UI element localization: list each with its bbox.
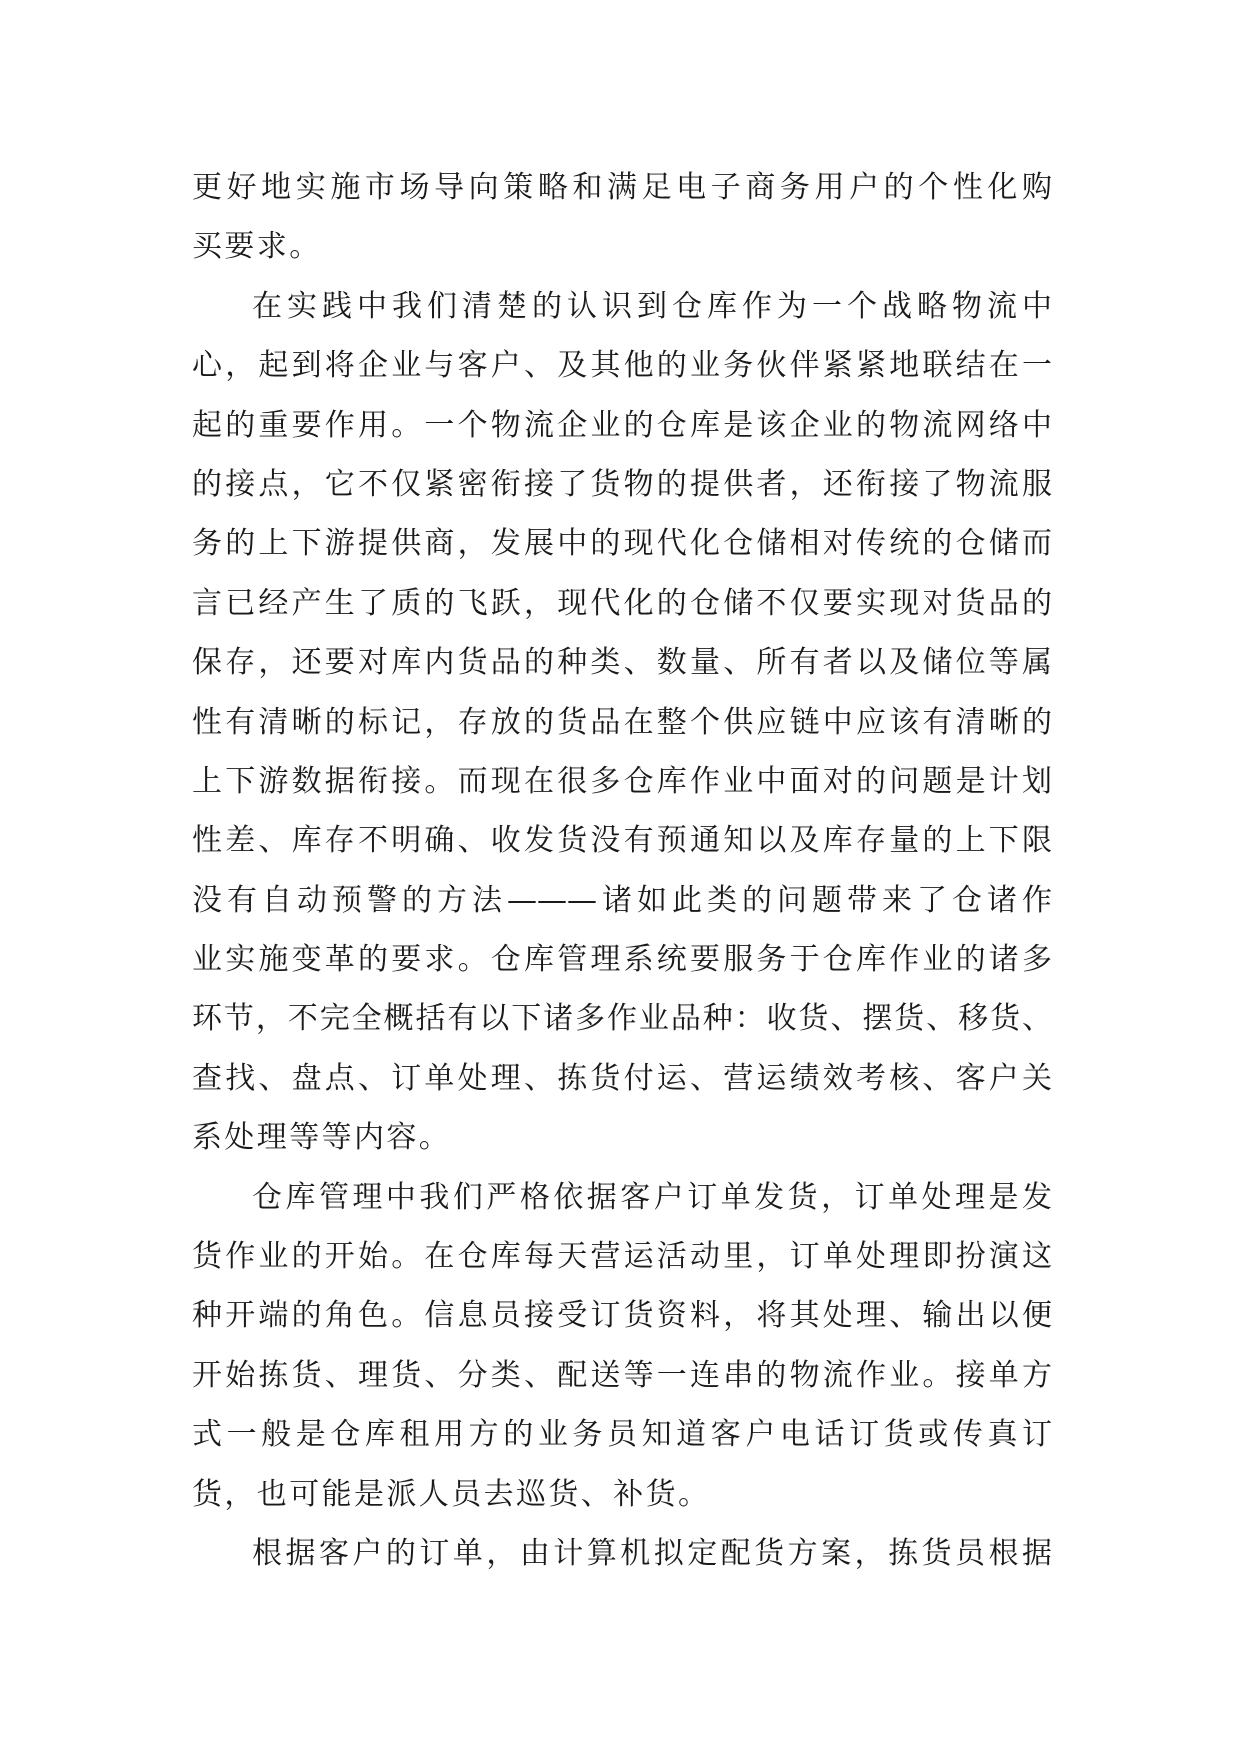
text-line: 式一般是仓库租用方的业务员知道客户电话订货或传真订: [192, 1417, 1052, 1453]
text-line: 环节，不完全概括有以下诸多作业品种：收货、摆货、移货、: [192, 1001, 1052, 1037]
text-line: 仓库管理中我们严格依据客户订单发货，订单处理是发: [252, 1179, 1052, 1215]
document-body: [192, 158, 1052, 1583]
text-line: 买要求。: [192, 229, 322, 265]
text-line: 系处理等等内容。: [192, 1120, 452, 1156]
text-line: 上下游数据衔接。而现在很多仓库作业中面对的问题是计划: [192, 763, 1052, 799]
text-line: 业实施变革的要求。仓库管理系统要服务于仓库作业的诸多: [192, 942, 1052, 978]
text-line: 在实践中我们清楚的认识到仓库作为一个战略物流中: [252, 288, 1052, 324]
text-line: 保存，还要对库内货品的种类、数量、所有者以及储位等属: [192, 645, 1052, 681]
text-line: 根据客户的订单，由计算机拟定配货方案，拣货员根据: [252, 1535, 1052, 1571]
text-line: 心，起到将企业与客户、及其他的业务伙伴紧紧地联结在一: [192, 348, 1052, 384]
text-line: 种开端的角色。信息员接受订货资料，将其处理、输出以便: [192, 1298, 1052, 1334]
text-line: 更好地实施市场导向策略和满足电子商务用户的个性化购: [192, 170, 1052, 205]
text-line: 没有自动预警的方法———诸如此类的问题带来了仓诸作: [192, 882, 1052, 918]
paragraph: [192, 1524, 1052, 1583]
text-line: 货作业的开始。在仓库每天营运活动里，订单处理即扮演这: [192, 1239, 1052, 1275]
paragraph: [192, 277, 1052, 1168]
paragraph: [192, 158, 1052, 277]
text-line: 性差、库存不明确、收发货没有预通知以及库存量的上下限: [192, 823, 1052, 859]
text-line: 开始拣货、理货、分类、配送等一连串的物流作业。接单方: [192, 1357, 1052, 1393]
text-line: 言已经产生了质的飞跃，现代化的仓储不仅要实现对货品的: [192, 585, 1052, 621]
text-line: 的接点，它不仅紧密衔接了货物的提供者，还衔接了物流服: [192, 466, 1052, 502]
text-line: 货，也可能是派人员去巡货、补货。: [192, 1476, 711, 1512]
text-line: 务的上下游提供商，发展中的现代化仓储相对传统的仓储而: [192, 526, 1052, 562]
paragraph: [192, 1168, 1052, 1524]
text-line: 查找、盘点、订单处理、拣货付运、营运绩效考核、客户关: [192, 1060, 1052, 1096]
text-line: 性有清晰的标记，存放的货品在整个供应链中应该有清晰的: [192, 704, 1052, 740]
text-line: 起的重要作用。一个物流企业的仓库是该企业的物流网络中: [192, 407, 1052, 443]
